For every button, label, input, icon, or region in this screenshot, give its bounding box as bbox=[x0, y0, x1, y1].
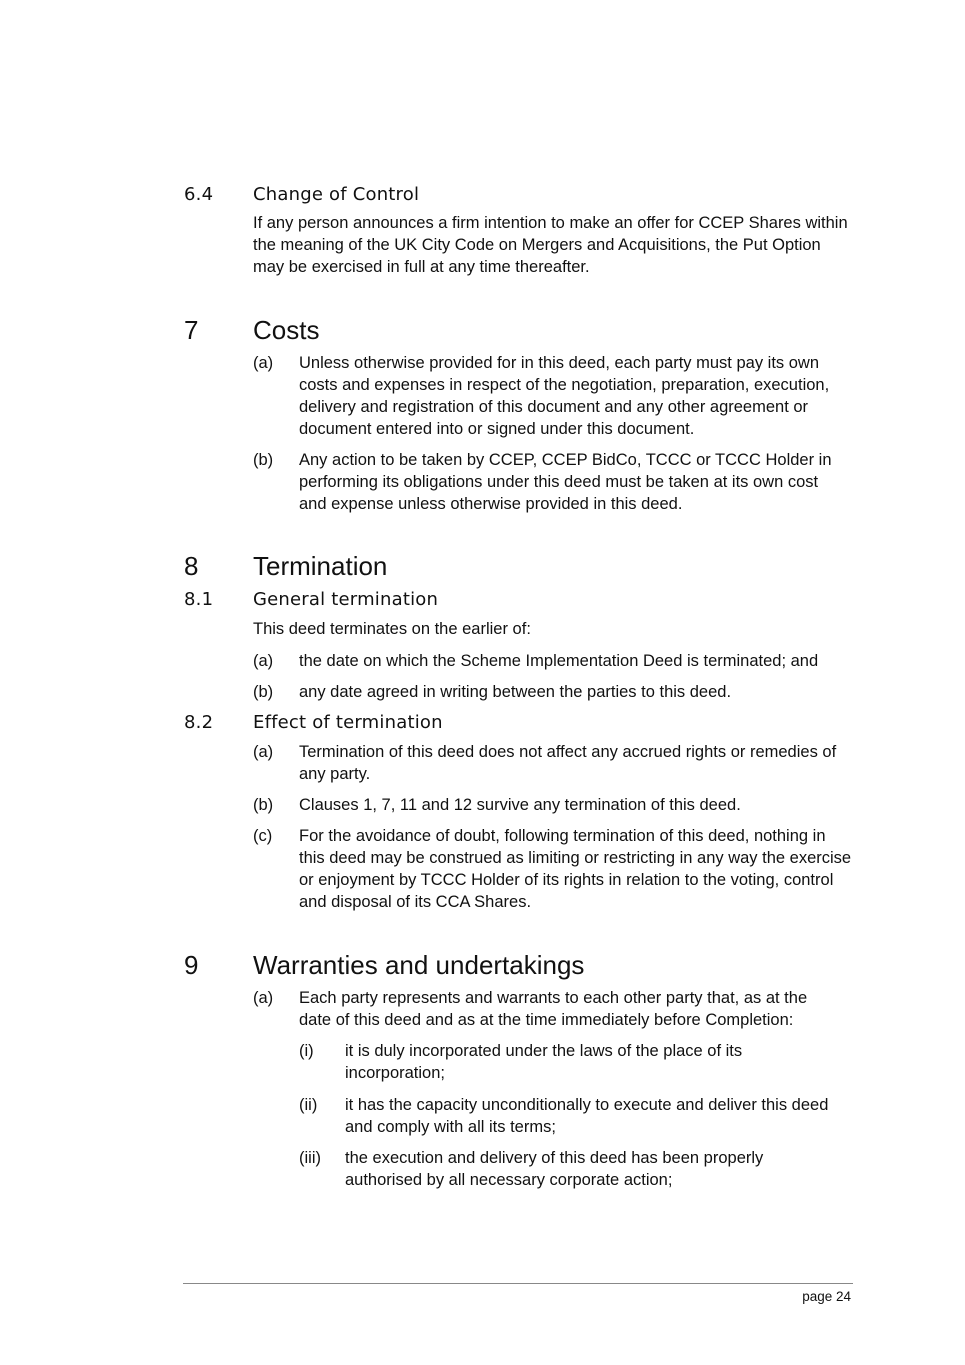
section-9-title: Warranties and undertakings bbox=[253, 950, 585, 980]
section-9-item-a-label: (a) bbox=[253, 989, 274, 1007]
section-8-1-item-a-text: the date on which the Scheme Implementation Deed is terminated; and bbox=[299, 652, 819, 670]
section-7-item-a-text: Unless otherwise provided for in this deed, each party must pay its own costs and expenses in respect of the negotiation, preparation, execution, delivery and registration of this document and any other agreement or document entered into or signed under this document. bbox=[299, 354, 830, 438]
section-9-subitem-ii-text: it has the capacity unconditionally to execute and deliver this deed and comply with all its terms; bbox=[345, 1096, 829, 1136]
section-9-subitem-ii-label: (ii) bbox=[299, 1096, 318, 1114]
section-8-2-item-a-label: (a) bbox=[253, 743, 274, 761]
section-8-1-number: 8.1 bbox=[184, 589, 214, 610]
section-8-2-item-b-text: Clauses 1, 7, 11 and 12 survive any termination of this deed. bbox=[299, 796, 741, 814]
section-8-1-title: General termination bbox=[253, 589, 439, 610]
page-number: page 24 bbox=[802, 1289, 851, 1304]
section-6-4-title: Change of Control bbox=[253, 184, 420, 205]
section-7-item-b-text: Any action to be taken by CCEP, CCEP BidCo, TCCC or TCCC Holder in performing its obligations under this deed must be taken at its own cost and expense unless otherwise provided in this deed. bbox=[299, 451, 832, 513]
section-9-number: 9 bbox=[184, 950, 199, 980]
section-8-2-title: Effect of termination bbox=[253, 712, 443, 733]
section-8-1-item-b-label: (b) bbox=[253, 683, 274, 701]
section-8-2-item-b-label: (b) bbox=[253, 796, 274, 814]
section-9-item-a-text: Each party represents and warrants to each other party that, as at the date of this deed and as at the time immediately before Completion: bbox=[299, 989, 808, 1029]
section-6-4-body: If any person announces a firm intention to make an offer for CCEP Shares within the meaning of the UK City Code on Mergers and Acquisitions, the Put Option may be exercised in full at any time thereafter. bbox=[253, 214, 848, 276]
section-7-item-b-label: (b) bbox=[253, 451, 274, 469]
section-8-2-item-a-text: Termination of this deed does not affect any accrued rights or remedies of any party. bbox=[299, 743, 837, 783]
section-8-number: 8 bbox=[184, 551, 199, 581]
section-8-1-item-a-label: (a) bbox=[253, 652, 274, 670]
section-7-item-a-label: (a) bbox=[253, 354, 274, 372]
section-9-subitem-i-text: it is duly incorporated under the laws of the place of its incorporation; bbox=[345, 1042, 743, 1082]
section-7-number: 7 bbox=[184, 315, 199, 345]
footer-divider bbox=[183, 1283, 853, 1284]
section-8-2-item-c-label: (c) bbox=[253, 827, 273, 845]
section-9-subitem-iii-text: the execution and delivery of this deed has been properly authorised by all necessary corporate action; bbox=[345, 1149, 764, 1189]
section-9-subitem-iii-label: (iii) bbox=[299, 1149, 321, 1167]
section-8-2-item-c-text: For the avoidance of doubt, following termination of this deed, nothing in this deed may be construed as limiting or restricting in any way the exercise or enjoyment by TCCC Holder of its rights in relation to the voting, control and disposal of its CCA Shares. bbox=[299, 827, 852, 911]
section-8-title: Termination bbox=[253, 551, 388, 581]
section-6-4-number: 6.4 bbox=[184, 184, 214, 205]
section-8-1-intro: This deed terminates on the earlier of: bbox=[253, 620, 531, 638]
section-9-subitem-i-label: (i) bbox=[299, 1042, 314, 1060]
section-8-1-item-b-text: any date agreed in writing between the parties to this deed. bbox=[299, 683, 732, 701]
section-7-title: Costs bbox=[253, 315, 320, 345]
section-8-2-number: 8.2 bbox=[184, 712, 214, 733]
